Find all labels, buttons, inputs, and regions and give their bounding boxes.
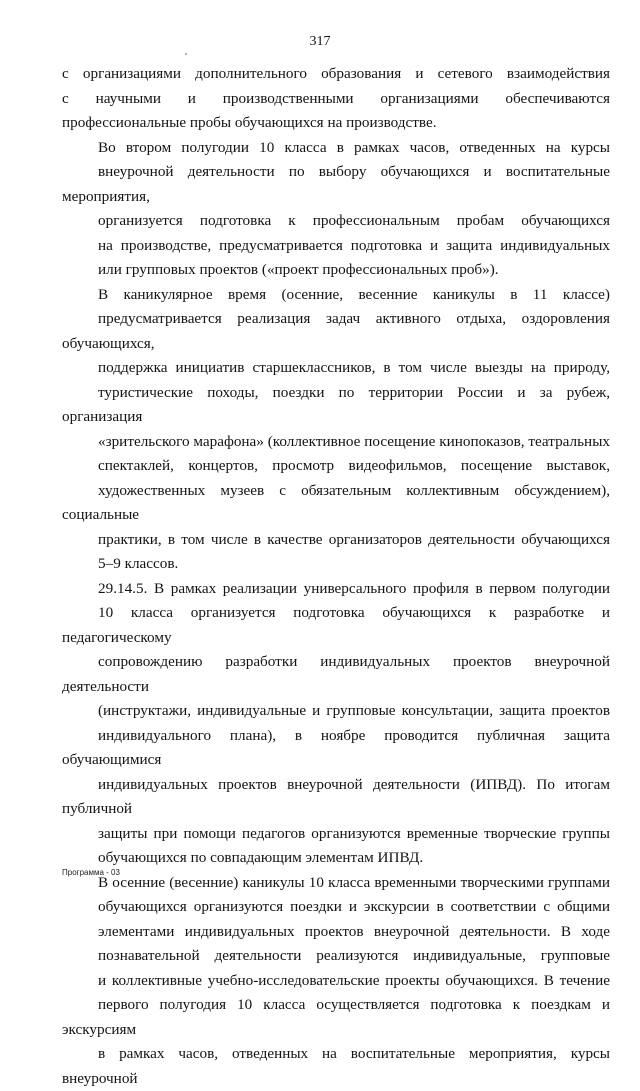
text-line: и коллективные учебно-исследовательские проекты обучающихся. В течение <box>98 972 610 989</box>
text-line: с научными и производственными организациями обеспечиваются <box>62 90 610 107</box>
text-line: индивидуального плана), в ноябре проводится публичная защита обучающимися <box>62 727 610 769</box>
text-line: обучающихся организуются поездки и экскурсии в соответствии с общими <box>98 898 610 915</box>
scan-speck <box>185 53 187 55</box>
text-line: В каникулярное время (осенние, весенние каникулы в 11 классе) <box>98 286 610 303</box>
text-line: туристические походы, поездки по территории России и за рубеж, организация <box>62 384 610 426</box>
page-number: 317 <box>0 34 640 50</box>
text-line: защиты при помощи педагогов организуются временные творческие группы <box>98 825 610 842</box>
text-line: в рамках часов, отведенных на воспитательные мероприятия, курсы внеурочной <box>62 1045 610 1087</box>
text-line: первого полугодия 10 класса осуществляется подготовка к поездкам и экскурсиям <box>62 996 610 1038</box>
text-line: познавательной деятельности реализуются индивидуальные, групповые <box>98 947 610 964</box>
text-line: Во втором полугодии 10 класса в рамках часов, отведенных на курсы <box>98 139 610 156</box>
text-line: обучающихся по совпадающим элементам ИПВД. <box>98 849 423 866</box>
text-line: 10 класса организуется подготовка обучающихся к разработке и педагогическому <box>62 604 610 646</box>
text-line: организуется подготовка к профессиональным пробам обучающихся <box>98 212 610 229</box>
text-line: (инструктажи, индивидуальные и групповые консультации, защита проектов <box>98 702 610 719</box>
text-line: поддержка инициатив старшеклассников, в том числе выезды на природу, <box>98 359 610 376</box>
paragraph-4 <box>62 577 610 871</box>
text-line: художественных музеев с обязательным коллективным обсуждением), социальные <box>62 482 610 524</box>
paragraph-5 <box>62 871 610 1091</box>
paragraph-3 <box>62 283 610 577</box>
text-line: 29.14.5. В рамках реализации универсального профиля в первом полугодии <box>98 580 610 597</box>
text-line: 5–9 классов. <box>98 555 178 572</box>
footer-label: Программа - 03 <box>62 868 120 877</box>
text-line: элементами индивидуальных проектов внеурочной деятельности. В ходе <box>98 923 610 940</box>
text-line: индивидуальных проектов внеурочной деятельности (ИПВД). По итогам публичной <box>62 776 610 818</box>
text-line: профессиональные пробы обучающихся на производстве. <box>62 114 437 131</box>
document-body <box>62 62 610 1091</box>
paragraph-1 <box>62 62 610 136</box>
text-line: предусматривается реализация задач активного отдыха, оздоровления обучающихся, <box>62 310 610 352</box>
text-line: на производстве, предусматривается подготовка и защита индивидуальных <box>98 237 610 254</box>
text-line: внеурочной деятельности по выбору обучающихся и воспитательные мероприятия, <box>62 163 610 205</box>
text-line: В осенние (весенние) каникулы 10 класса временными творческими группами <box>98 874 610 891</box>
text-line: практики, в том числе в качестве организаторов деятельности обучающихся <box>98 531 610 548</box>
text-line: сопровождению разработки индивидуальных проектов внеурочной деятельности <box>62 653 610 695</box>
text-line: спектаклей, концертов, просмотр видеофильмов, посещение выставок, <box>98 457 610 474</box>
text-line: «зрительского марафона» (коллективное посещение кинопоказов, театральных <box>98 433 610 450</box>
text-line: или групповых проектов («проект профессиональных проб»). <box>98 261 499 278</box>
text-line: с организациями дополнительного образования и сетевого взаимодействия <box>62 65 610 82</box>
paragraph-2 <box>62 136 610 283</box>
